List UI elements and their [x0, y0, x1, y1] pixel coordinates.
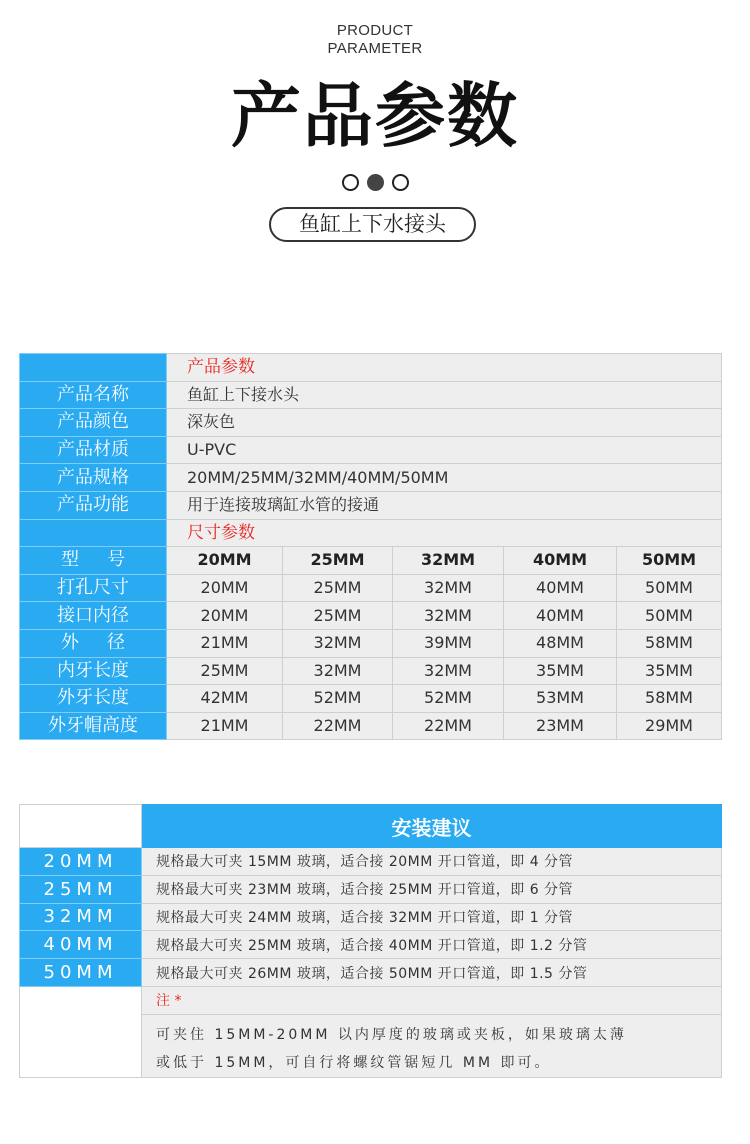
table-row — [20, 436, 722, 464]
value-cell: U-PVC — [167, 436, 722, 464]
size-cell: 50MM — [20, 959, 142, 987]
value-cell: 20MM — [167, 574, 283, 602]
label-cell: 外径 — [20, 629, 167, 657]
value-cell: 50MM — [617, 602, 722, 630]
value-cell: 32MM — [393, 602, 504, 630]
advice-cell: 规格最大可夹 25MM 玻璃，适合接 40MM 开口管道，即 1.2 分管 — [142, 931, 722, 959]
header-english-line2: PARAMETER — [327, 40, 423, 57]
dot-icon — [342, 174, 359, 191]
value-cell: 58MM — [617, 629, 722, 657]
table-row — [20, 959, 722, 987]
label-cell — [20, 519, 167, 547]
install-table — [19, 804, 722, 1078]
value-cell: 25MM — [283, 574, 393, 602]
value-cell: 21MM — [167, 712, 283, 740]
value-cell: 35MM — [504, 657, 617, 685]
table-row — [20, 519, 722, 547]
table-row — [20, 931, 722, 959]
label-cell: 产品材质 — [20, 436, 167, 464]
label-cell: 外牙帽高度 — [20, 712, 167, 740]
table-row — [20, 354, 722, 382]
note-label: 注 * — [142, 986, 722, 1014]
table-row — [20, 657, 722, 685]
table-row — [20, 685, 722, 713]
table-row — [20, 712, 722, 740]
section-title: 产品参数 — [167, 354, 722, 382]
value-cell: 50MM — [617, 574, 722, 602]
label-cell: 打孔尺寸 — [20, 574, 167, 602]
table-row — [20, 574, 722, 602]
table-row — [20, 629, 722, 657]
table-row — [20, 547, 722, 575]
header-english-line1: PRODUCT — [336, 22, 414, 39]
header-english — [0, 22, 750, 58]
page-title: 产品参数 — [231, 75, 519, 157]
column-header: 25MM — [283, 547, 393, 575]
value-cell: 23MM — [504, 712, 617, 740]
note-line: 可夹住 15MM-20MM 以内厚度的玻璃或夹板，如果玻璃太薄 — [156, 1026, 627, 1043]
label-cell: 产品颜色 — [20, 409, 167, 437]
install-title: 安装建议 — [142, 805, 722, 848]
product-name-pill: 鱼缸上下水接头 — [269, 207, 476, 242]
size-cell: 32MM — [20, 903, 142, 931]
value-cell: 48MM — [504, 629, 617, 657]
value-cell: 35MM — [617, 657, 722, 685]
size-cell: 40MM — [20, 931, 142, 959]
size-cell: 25MM — [20, 875, 142, 903]
note-body — [142, 1014, 722, 1077]
advice-cell: 规格最大可夹 24MM 玻璃，适合接 32MM 开口管道，即 1 分管 — [142, 903, 722, 931]
value-cell: 25MM — [283, 602, 393, 630]
table-row — [20, 805, 722, 848]
label-cell: 产品功能 — [20, 491, 167, 519]
value-cell: 32MM — [283, 629, 393, 657]
value-cell: 32MM — [393, 657, 504, 685]
value-cell: 52MM — [393, 685, 504, 713]
label-cell: 型号 — [20, 547, 167, 575]
value-cell: 22MM — [393, 712, 504, 740]
table-row — [20, 381, 722, 409]
value-cell: 53MM — [504, 685, 617, 713]
parameter-table — [19, 353, 722, 740]
dot-active-icon — [367, 174, 384, 191]
value-cell: 25MM — [167, 657, 283, 685]
table-row — [20, 464, 722, 492]
table-row — [20, 602, 722, 630]
table-row — [20, 986, 722, 1014]
table-row — [20, 491, 722, 519]
table-row — [20, 903, 722, 931]
value-cell: 20MM/25MM/32MM/40MM/50MM — [167, 464, 722, 492]
value-cell: 40MM — [504, 602, 617, 630]
column-header: 40MM — [504, 547, 617, 575]
column-header: 50MM — [617, 547, 722, 575]
value-cell: 42MM — [167, 685, 283, 713]
value-cell: 鱼缸上下接水头 — [167, 381, 722, 409]
dot-icon — [392, 174, 409, 191]
value-cell: 58MM — [617, 685, 722, 713]
value-cell: 21MM — [167, 629, 283, 657]
table-row — [20, 409, 722, 437]
blank-cell — [20, 805, 142, 848]
blank-cell — [20, 986, 142, 1077]
value-cell: 39MM — [393, 629, 504, 657]
advice-cell: 规格最大可夹 26MM 玻璃，适合接 50MM 开口管道，即 1.5 分管 — [142, 959, 722, 987]
label-cell: 内牙长度 — [20, 657, 167, 685]
label-cell: 产品规格 — [20, 464, 167, 492]
section-title: 尺寸参数 — [167, 519, 722, 547]
column-header: 20MM — [167, 547, 283, 575]
advice-cell: 规格最大可夹 23MM 玻璃，适合接 25MM 开口管道，即 6 分管 — [142, 875, 722, 903]
value-cell: 深灰色 — [167, 409, 722, 437]
label-cell: 接口内径 — [20, 602, 167, 630]
label-cell: 外牙长度 — [20, 685, 167, 713]
label-cell: 产品名称 — [20, 381, 167, 409]
carousel-dots — [0, 174, 750, 191]
value-cell: 40MM — [504, 574, 617, 602]
size-cell: 20MM — [20, 848, 142, 876]
value-cell: 32MM — [283, 657, 393, 685]
value-cell: 用于连接玻璃缸水管的接通 — [167, 491, 722, 519]
note-line: 或低于 15MM，可自行将螺纹管锯短几 MM 即可。 — [156, 1054, 552, 1071]
advice-cell: 规格最大可夹 15MM 玻璃，适合接 20MM 开口管道，即 4 分管 — [142, 848, 722, 876]
label-cell — [20, 354, 167, 382]
value-cell: 32MM — [393, 574, 504, 602]
table-row — [20, 875, 722, 903]
value-cell: 29MM — [617, 712, 722, 740]
table-row — [20, 848, 722, 876]
column-header: 32MM — [393, 547, 504, 575]
value-cell: 20MM — [167, 602, 283, 630]
value-cell: 22MM — [283, 712, 393, 740]
value-cell: 52MM — [283, 685, 393, 713]
